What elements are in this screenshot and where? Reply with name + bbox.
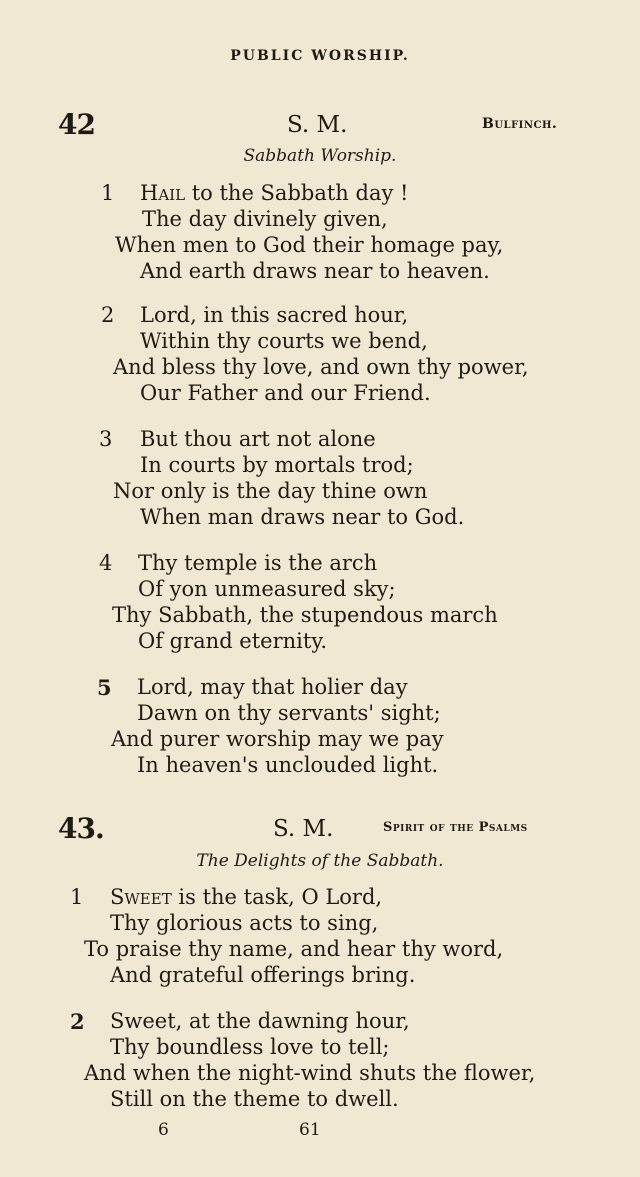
stanza-number: 1 xyxy=(101,181,115,205)
stanza-number: 5 xyxy=(97,675,112,700)
verse-line: Our Father and our Friend. xyxy=(140,381,431,405)
verse-line: And bless thy love, and own thy power, xyxy=(113,355,529,379)
verse-line: Sweet is the task, O Lord, xyxy=(110,885,383,909)
hymn-number: 42 xyxy=(58,108,95,141)
verse-line: Sweet, at the dawning hour, xyxy=(110,1009,410,1033)
verse-line: Lord, in this sacred hour, xyxy=(140,303,409,327)
signature-mark: 6 xyxy=(158,1120,169,1140)
stanza-number: 3 xyxy=(99,427,113,451)
verse-line: Of yon unmeasured sky; xyxy=(138,577,396,601)
verse-line: In heaven's unclouded light. xyxy=(137,753,439,777)
verse-line: And grateful offerings bring. xyxy=(110,963,416,987)
stanza-number: 2 xyxy=(101,303,115,327)
hymn-meter: S. M. xyxy=(287,112,348,138)
verse-line: And earth draws near to heaven. xyxy=(140,259,490,283)
verse-line: And purer worship may we pay xyxy=(111,727,444,751)
verse-line: And when the night-wind shuts the flower, xyxy=(84,1061,536,1085)
hymn-number: 43. xyxy=(58,812,104,845)
stanza-number: 2 xyxy=(70,1009,85,1034)
hymn-meter: S. M. xyxy=(273,816,334,842)
verse-line: Thy glorious acts to sing, xyxy=(110,911,379,935)
hymn-title: Sabbath Worship. xyxy=(243,146,397,166)
verse-line: When man draws near to God. xyxy=(140,505,465,529)
stanza-number: 4 xyxy=(99,551,113,575)
hymn-author: Bulfinch. xyxy=(482,116,558,132)
hymn-header xyxy=(0,812,640,846)
hymn-title: The Delights of the Sabbath. xyxy=(196,851,444,871)
stanza-number: 1 xyxy=(70,885,84,909)
verse-line: Thy boundless love to tell; xyxy=(110,1035,390,1059)
verse-line: When men to God their homage pay, xyxy=(115,233,504,257)
verse-line: In courts by mortals trod; xyxy=(140,453,414,477)
verse-line: Dawn on thy servants' sight; xyxy=(137,701,441,725)
verse-line: Within thy courts we bend, xyxy=(140,329,428,353)
verse-line: To praise thy name, and hear thy word, xyxy=(84,937,504,961)
running-head: PUBLIC WORSHIP. xyxy=(230,48,410,64)
hymn-author: Spirit of the Psalms xyxy=(383,820,528,835)
verse-line: Nor only is the day thine own xyxy=(113,479,428,503)
page-number: 61 xyxy=(299,1120,321,1140)
verse-line: But thou art not alone xyxy=(140,427,376,451)
hymn-header xyxy=(0,108,640,142)
verse-line: Of grand eternity. xyxy=(138,629,328,653)
verse-line: Hail to the Sabbath day ! xyxy=(140,181,409,205)
verse-line: Thy Sabbath, the stupendous march xyxy=(112,603,498,627)
verse-line: Still on the theme to dwell. xyxy=(110,1087,399,1111)
verse-line: The day divinely given, xyxy=(142,207,388,231)
verse-line: Thy temple is the arch xyxy=(138,551,378,575)
verse-line: Lord, may that holier day xyxy=(137,675,408,699)
